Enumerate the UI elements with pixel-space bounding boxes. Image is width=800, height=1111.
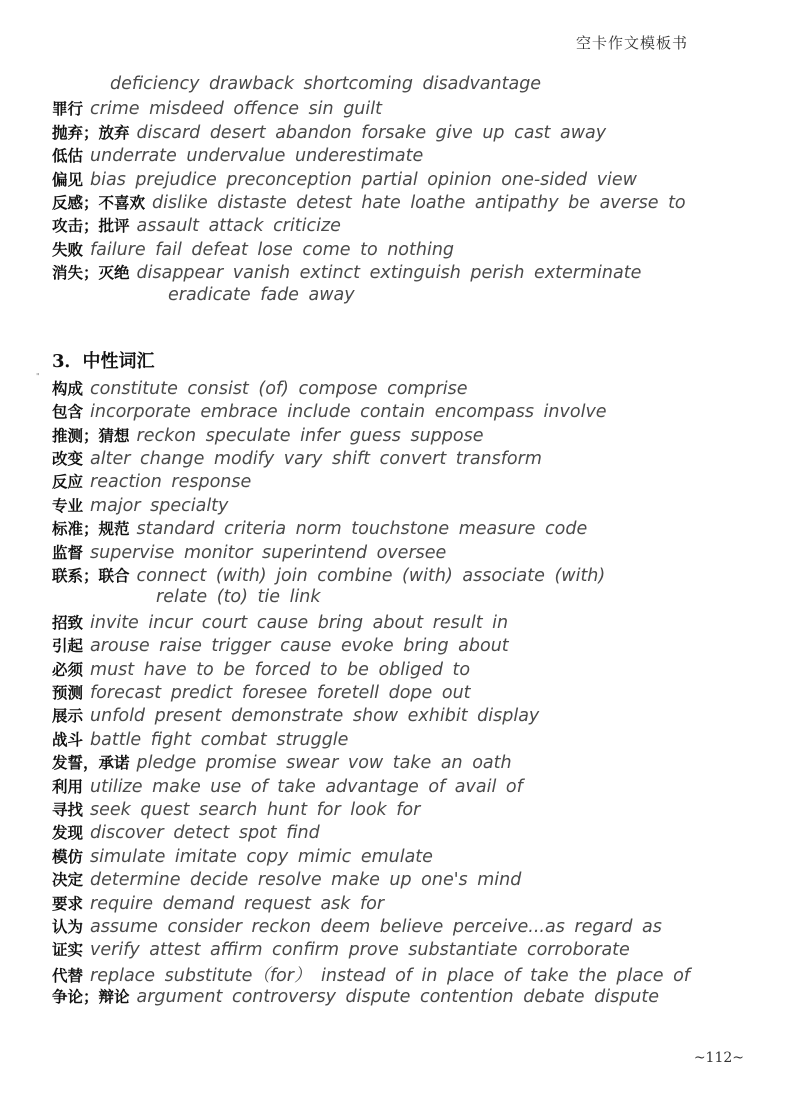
vocab-chinese-term: 必须: [52, 659, 84, 679]
vocab-english-words: bias prejudice preconception partial opinion one-sided view: [90, 169, 637, 190]
vocab-row: [52, 728, 772, 751]
vocabulary-content: [52, 74, 772, 1008]
vocab-english-words: connect (with) join combine (with) associate (with): [136, 566, 606, 587]
vocab-chinese-term: 要求: [52, 893, 84, 913]
vocab-english-words: disappear vanish extinct extinguish perish exterminate: [136, 263, 642, 284]
vocab-row: [52, 962, 772, 985]
vocab-row: [52, 868, 772, 891]
vocab-row: [52, 121, 772, 144]
vocab-chinese-term: 攻击；批评: [52, 216, 130, 236]
vocab-chinese-term: 发誓，承诺: [52, 753, 130, 773]
section-gap: [52, 308, 772, 347]
vocab-row: [52, 892, 772, 915]
vocab-english-words: argument controversy dispute contention debate dispute: [136, 987, 660, 1008]
vocab-row: [52, 704, 772, 727]
vocab-row: [52, 447, 772, 470]
vocab-chinese-term: 监督: [52, 542, 84, 562]
vocab-chinese-term: 证实: [52, 940, 84, 960]
vocab-chinese-term: 标准；规范: [52, 519, 130, 539]
section2-tail-list: [52, 97, 772, 284]
vocab-row: [52, 564, 772, 587]
vocab-english-words: reckon speculate infer guess suppose: [136, 425, 484, 446]
vocab-row: [52, 775, 772, 798]
vocab-chinese-term: 构成: [52, 378, 84, 398]
vocab-chinese-term: 推测；猜想: [52, 425, 130, 445]
vocab-english-words: assault attack criticize: [136, 216, 341, 237]
vocab-english-words: constitute consist (of) compose comprise: [90, 378, 468, 399]
vocab-row: [52, 541, 772, 564]
vocab-row: [52, 261, 772, 284]
vocab-chinese-term: 联系；联合: [52, 566, 130, 586]
page-number: ~112~: [693, 1050, 744, 1066]
vocab-chinese-term: 利用: [52, 776, 84, 796]
vocab-english-words: utilize make use of take advantage of avail of: [90, 776, 523, 797]
vocab-english-words: assume consider reckon deem believe perceive...as regard as: [90, 916, 662, 937]
vocab-chinese-term: 偏见: [52, 169, 84, 189]
vocab-english-words: require demand request ask for: [90, 893, 385, 914]
vocab-row: [52, 517, 772, 540]
vocab-chinese-term: 决定: [52, 870, 84, 890]
vocab-chinese-term: 低估: [52, 146, 84, 166]
vocab-english-words: supervise monitor superintend oversee: [90, 542, 447, 563]
vocab-chinese-term: 招致: [52, 612, 84, 632]
vocab-english-words: unfold present demonstrate show exhibit display: [90, 706, 540, 727]
vocab-row: [52, 424, 772, 447]
vocab-row: [52, 377, 772, 400]
vocab-row: [52, 938, 772, 961]
section3-list-continued: [52, 611, 772, 1009]
vocab-row: [52, 821, 772, 844]
vocab-chinese-term: 模仿: [52, 846, 84, 866]
margin-mark: ": [36, 372, 40, 381]
vocab-row: [52, 144, 772, 167]
vocab-english-words: discover detect spot find: [90, 823, 320, 844]
vocab-english-words: alter change modify vary shift convert transform: [90, 449, 542, 470]
vocab-chinese-term: 改变: [52, 449, 84, 469]
vocab-row: [52, 915, 772, 938]
vocab-row: [52, 751, 772, 774]
vocab-row: [52, 798, 772, 821]
vocab-chinese-term: 预测: [52, 682, 84, 702]
vocab-english-words: failure fail defeat lose come to nothing: [90, 239, 455, 260]
vocab-chinese-term: 引起: [52, 636, 84, 656]
vocab-english-words: standard criteria norm touchstone measure code: [136, 519, 588, 540]
vocab-english-words: discard desert abandon forsake give up cast away: [136, 122, 607, 143]
vocab-chinese-term: 失败: [52, 239, 84, 259]
vocab-row: [52, 97, 772, 120]
vocab-chinese-term: 战斗: [52, 729, 84, 749]
vocab-continuation-row: [52, 74, 772, 97]
section3-list: [52, 377, 772, 588]
vocab-chinese-term: 反感；不喜欢: [52, 192, 146, 212]
vocab-row: [52, 400, 772, 423]
vocab-english-words: major specialty: [90, 495, 229, 516]
vocab-row: [52, 238, 772, 261]
vocab-english-words: determine decide resolve make up one's mind: [90, 870, 522, 891]
vocab-chinese-term: 专业: [52, 495, 84, 515]
vocab-english-words: replace substitute（for） instead of in place of take the place of: [90, 965, 690, 986]
vocab-english-words: incorporate embrace include contain encompass involve: [90, 402, 607, 423]
vocab-english-words: invite incur court cause bring about result in: [90, 612, 509, 633]
vocab-row: [52, 191, 772, 214]
vocab-continuation-row: [52, 587, 772, 610]
running-header: 空卡作文模板书: [575, 34, 688, 52]
vocab-english-words: pledge promise swear vow take an oath: [136, 753, 512, 774]
vocab-english-words: dislike distaste detest hate loathe antipathy be averse to: [152, 192, 686, 213]
vocab-english-words: verify attest affirm confirm prove substantiate corroborate: [90, 940, 630, 961]
vocab-chinese-term: 代替: [52, 965, 84, 985]
vocab-chinese-term: 包含: [52, 402, 84, 422]
vocab-chinese-term: 抛弃；放弃: [52, 122, 130, 142]
vocab-row: [52, 985, 772, 1008]
vocab-english-words: simulate imitate copy mimic emulate: [90, 846, 433, 867]
section-title: 3．中性词汇: [52, 350, 155, 372]
vocab-row: [52, 681, 772, 704]
vocab-english-words: underrate undervalue underestimate: [90, 146, 424, 167]
vocab-chinese-term: 消失；灭绝: [52, 263, 130, 283]
vocab-english-words: forecast predict foresee foretell dope out: [90, 682, 471, 703]
vocab-chinese-term: 罪行: [52, 99, 84, 119]
vocab-chinese-term: 寻找: [52, 799, 84, 819]
vocab-english-words: must have to be forced to be obliged to: [90, 659, 471, 680]
vocab-english-words: arouse raise trigger cause evoke bring about: [90, 636, 509, 657]
vocab-chinese-term: 争论；辩论: [52, 987, 130, 1007]
vocab-row: [52, 494, 772, 517]
vocab-continuation-row: [52, 285, 772, 308]
vocab-english-words: reaction response: [90, 472, 252, 493]
vocab-row: [52, 168, 772, 191]
vocab-chinese-term: 发现: [52, 823, 84, 843]
vocab-english-words: seek quest search hunt for look for: [90, 799, 421, 820]
vocab-row: [52, 470, 772, 493]
vocab-row: [52, 611, 772, 634]
vocab-chinese-term: 认为: [52, 916, 84, 936]
vocab-english-words: crime misdeed offence sin guilt: [90, 99, 382, 120]
vocab-chinese-term: 展示: [52, 706, 84, 726]
vocab-chinese-term: 反应: [52, 472, 84, 492]
vocab-row: [52, 214, 772, 237]
vocab-row: [52, 845, 772, 868]
vocab-row: [52, 658, 772, 681]
vocab-english-words: relate (to) tie link: [156, 587, 321, 608]
vocab-row: [52, 634, 772, 657]
vocab-english-words: deficiency drawback shortcoming disadvantage: [110, 74, 542, 94]
vocab-english-words: eradicate fade away: [168, 284, 355, 305]
vocab-english-words: battle fight combat struggle: [90, 729, 349, 750]
